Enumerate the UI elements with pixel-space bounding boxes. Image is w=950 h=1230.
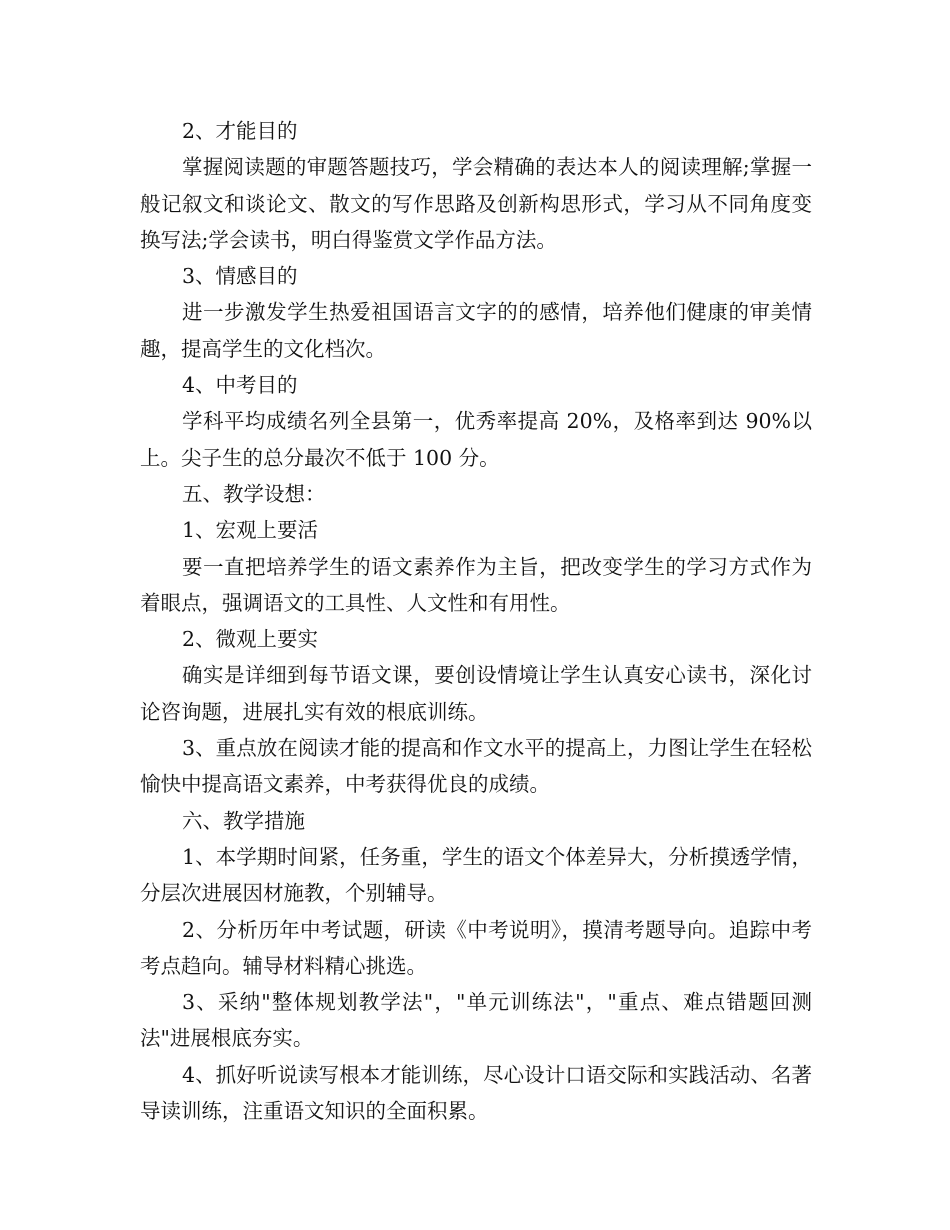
paragraph-macro: 要一直把培养学生的语文素养作为主旨，把改变学生的学习方式作为着眼点，强调语文的工具性、人文性和有用性。	[140, 554, 812, 615]
paragraph-emotion-goal: 进一步激发学生热爱祖国语言文字的的感情，培养他们健康的审美情趣，提高学生的文化档次。	[140, 300, 812, 361]
document-body	[140, 113, 812, 1129]
paragraph-measure-3: 3、采纳"整体规划教学法"，"单元训练法"，"重点、难点错题回测法"进展根底夯实。	[140, 990, 812, 1051]
heading-micro: 2、微观上要实	[182, 627, 319, 652]
paragraph-ability-goal: 掌握阅读题的审题答题技巧，学会精确的表达本人的阅读理解;掌握一般记叙文和谈论文、散文的写作思路及创新构思形式，学习从不同角度变换写法;学会读书，明白得鉴赏文学作品方法。	[140, 155, 812, 252]
paragraph-measure-4: 4、抓好听说读写根本才能训练，尽心设计口语交际和实践活动、名著导读训练，注重语文知识的全面积累。	[140, 1062, 812, 1124]
paragraph-micro: 确实是详细到每节语文课，要创设情境让学生认真安心读书，深化讨论咨询题，进展扎实有效的根底训练。	[140, 663, 812, 724]
heading-ability-goal: 2、才能目的	[182, 119, 298, 143]
heading-emotion-goal: 3、情感目的	[182, 264, 298, 289]
paragraph-measure-2: 2、分析历年中考试题，研读《中考说明》，摸清考题导向。追踪中考考点趋向。辅导材料精心挑选。	[140, 917, 812, 978]
paragraph-focus: 3、重点放在阅读才能的提高和作文水平的提高上，力图让学生在轻松愉快中提高语文素养，中考获得优良的成绩。	[140, 736, 812, 797]
paragraph-measure-1: 1、本学期时间紧，任务重，学生的语文个体差异大，分析摸透学情，分层次进展因材施教，个别辅导。	[140, 844, 812, 906]
section-heading-teaching-ideas: 五、教学设想：	[182, 481, 326, 506]
heading-exam-goal: 4、中考目的	[182, 373, 298, 398]
heading-macro: 1、宏观上要活	[182, 518, 319, 543]
section-heading-teaching-measures: 六、教学措施	[182, 808, 305, 833]
paragraph-exam-goal: 学科平均成绩名列全县第一，优秀率提高 20%，及格率到达 90%以上。尖子生的总分最次不低于 100 分。	[140, 409, 812, 470]
